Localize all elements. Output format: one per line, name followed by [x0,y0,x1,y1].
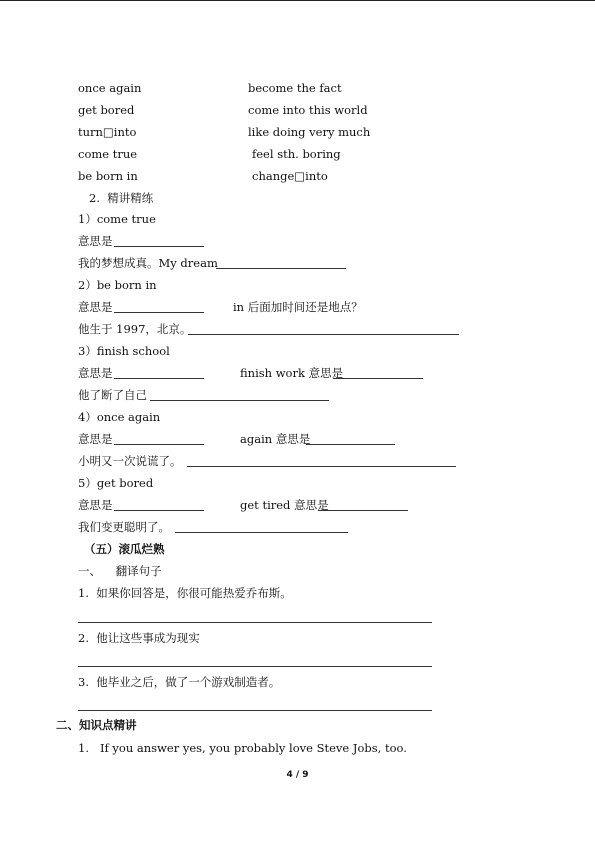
item-5-meaning-label: 意思是 [78,498,113,512]
phrase-left-4: come true [78,147,138,161]
translate-item-1: 1. 如果你回答是，你很可能热爱乔布斯。 [78,586,292,600]
phrase-right-1: become the fact [248,81,342,95]
phrase-left-3: turn□into [78,125,137,139]
item-3-meaning-label: 意思是 [78,366,113,380]
item-4-meaning2-label: again 意思是 [240,432,311,446]
item-1-head: 1）come true [78,212,156,226]
item-4-meaning2-blank[interactable] [306,444,395,445]
section-title-practice: 2. 精讲精练 [89,191,154,205]
item-1-example-blank[interactable] [216,268,346,269]
item-3-meaning2-label: finish work 意思是 [240,366,344,380]
item-4-meaning-blank[interactable] [114,444,204,445]
item-4-example: 小明又一次说谎了。 [78,454,182,468]
item-2-example: 他生于 1997，北京。 [78,322,192,336]
phrase-left-2: get bored [78,103,135,117]
item-2-head: 2）be born in [78,278,157,292]
item-4-head: 4）once again [78,410,161,424]
header-rule [0,0,595,1]
translate-item-2: 2. 他让这些事成为现实 [78,631,200,645]
item-3-example: 他了断了自己 [78,388,147,402]
item-5-head: 5）get bored [78,476,154,490]
translate-answer-line-3[interactable] [78,710,432,711]
translate-answer-line-1[interactable] [78,622,432,623]
phrase-left-1: once again [78,81,142,95]
item-3-head: 3）finish school [78,344,170,358]
item-3-example-blank[interactable] [150,400,329,401]
page-number: 4 / 9 [286,770,309,780]
item-5-example-blank[interactable] [175,532,348,533]
phrase-right-4: feel sth. boring [252,147,341,161]
section-title-knowledge: 二、知识点精讲 [56,718,137,732]
item-5-example: 我们变更聪明了。 [78,520,170,534]
item-3-meaning-blank[interactable] [114,378,204,379]
item-2-example-blank[interactable] [188,334,459,335]
phrase-right-3: like doing very much [248,125,371,139]
phrase-right-5: change□into [252,169,328,183]
phrase-right-2: come into this world [248,103,368,117]
section-title-review: （五）滚瓜烂熟 [84,542,165,556]
item-5-meaning-blank[interactable] [114,510,204,511]
item-1-example: 我的梦想成真。My dream [78,256,218,270]
knowledge-item-1: 1. If you answer yes, you probably love Steve Jobs, too. [78,741,407,755]
item-2-question: in 后面加时间还是地点？ [233,300,363,314]
translate-answer-line-2[interactable] [78,666,432,667]
phrase-left-5: be born in [78,169,138,183]
item-4-example-blank[interactable] [187,466,456,467]
item-5-meaning2-blank[interactable] [318,510,408,511]
item-3-meaning2-blank[interactable] [333,378,423,379]
item-5-meaning2-label: get tired 意思是 [240,498,329,512]
item-1-meaning-label: 意思是 [78,234,113,248]
item-2-meaning-blank[interactable] [114,312,204,313]
item-2-meaning-label: 意思是 [78,300,113,314]
item-1-meaning-blank[interactable] [114,246,204,247]
translate-heading: 一、 翻译句子 [78,564,162,578]
translate-item-3: 3. 他毕业之后，做了一个游戏制造者。 [78,675,281,689]
item-4-meaning-label: 意思是 [78,432,113,446]
